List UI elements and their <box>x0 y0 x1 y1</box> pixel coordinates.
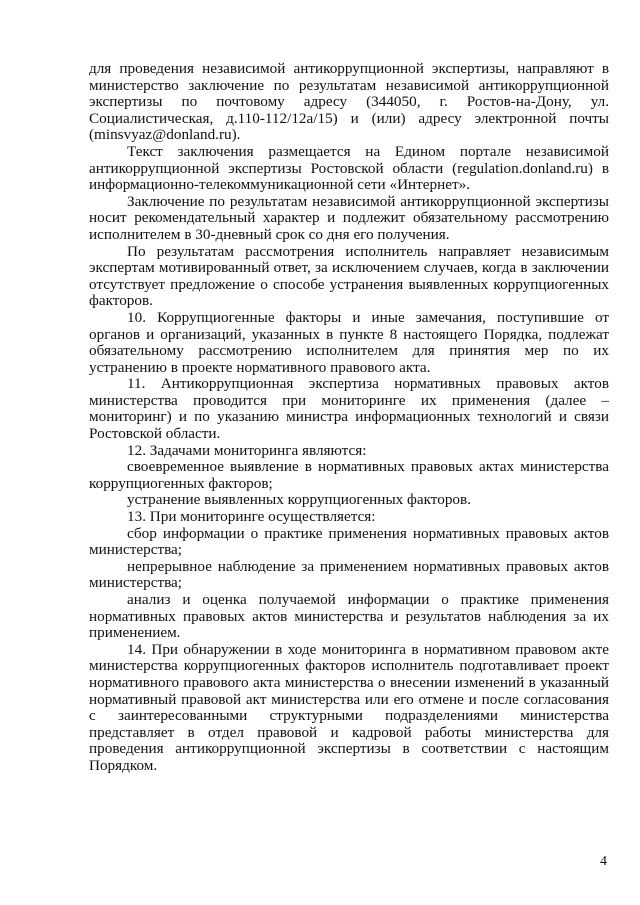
paragraph: 11. Антикоррупционная экспертиза нормативных правовых актов министерства проводится при мониторинге их применения (далее – мониторинг) и по указанию министра информационных технологий и связи Ростовской области. <box>89 375 609 443</box>
paragraph: 12. Задачами мониторинга являются: <box>127 441 367 459</box>
paragraph: 14. При обнаружении в ходе мониторинга в нормативном правовом акте министерства коррупциогенных факторов исполнитель подготавливает проект нормативного правового акта министерства о внесении изменений в указанный нормативный правовой акт министерства или его отмене и после согласования с заинтересованными структурными подразделениями министерства представляет в отдел правовой и кадровой работы министерства для проведения антикоррупционной экспертизы в соответствии с настоящим Порядком. <box>89 640 609 774</box>
paragraph: анализ и оценка получаемой информации о практике применения нормативных правовых актов министерства и результатов наблюдения за их применением. <box>89 591 609 642</box>
paragraph: устранение выявленных коррупциогенных факторов. <box>127 491 471 509</box>
paragraph: 13. При мониторинге осуществляется: <box>127 508 376 526</box>
document-page <box>89 61 609 775</box>
paragraph: своевременное выявление в нормативных правовых актах министерства коррупциогенных факторов; <box>89 458 609 492</box>
paragraph: сбор информации о практике применения нормативных правовых актов министерства; <box>89 524 609 559</box>
paragraph: Заключение по результатам независимой антикоррупционной экспертизы носит рекомендательный характер и подлежит обязательному рассмотрению исполнителем в 30-дневный срок со дня его получения. <box>89 192 609 243</box>
paragraph: непрерывное наблюдение за применением нормативных правовых актов министерства; <box>89 557 609 592</box>
page-number: 4 <box>600 854 607 869</box>
paragraph: По результатам рассмотрения исполнитель направляет независимым экспертам мотивированный ответ, за исключением случаев, когда в заключении отсутствует предложение о способе устранения выявленных коррупциогенных факторов. <box>89 242 609 310</box>
paragraph: 10. Коррупциогенные факторы и иные замечания, поступившие от органов и организаций, указанных в пункте 8 настоящего Порядка, подлежат обязательному рассмотрению исполнителем для принятия мер по их устранению в проекте нормативного правового акта. <box>89 308 609 376</box>
paragraph: для проведения независимой антикоррупционной экспертизы, направляют в министерство заключение по результатам независимой антикоррупционной экспертизы по почтовому адресу (344050, г. Ростов-на-Дону, ул. Социалистическая, д.110-112/12а/15) и (или) адресу электронной почты (minsvyaz@donland.ru). <box>89 60 609 144</box>
paragraph: Текст заключения размещается на Едином портале независимой антикоррупционной экспертизы Ростовской области (regulation.donland.ru) в информационно-телекоммуникационной сети «Интернет». <box>89 142 609 194</box>
